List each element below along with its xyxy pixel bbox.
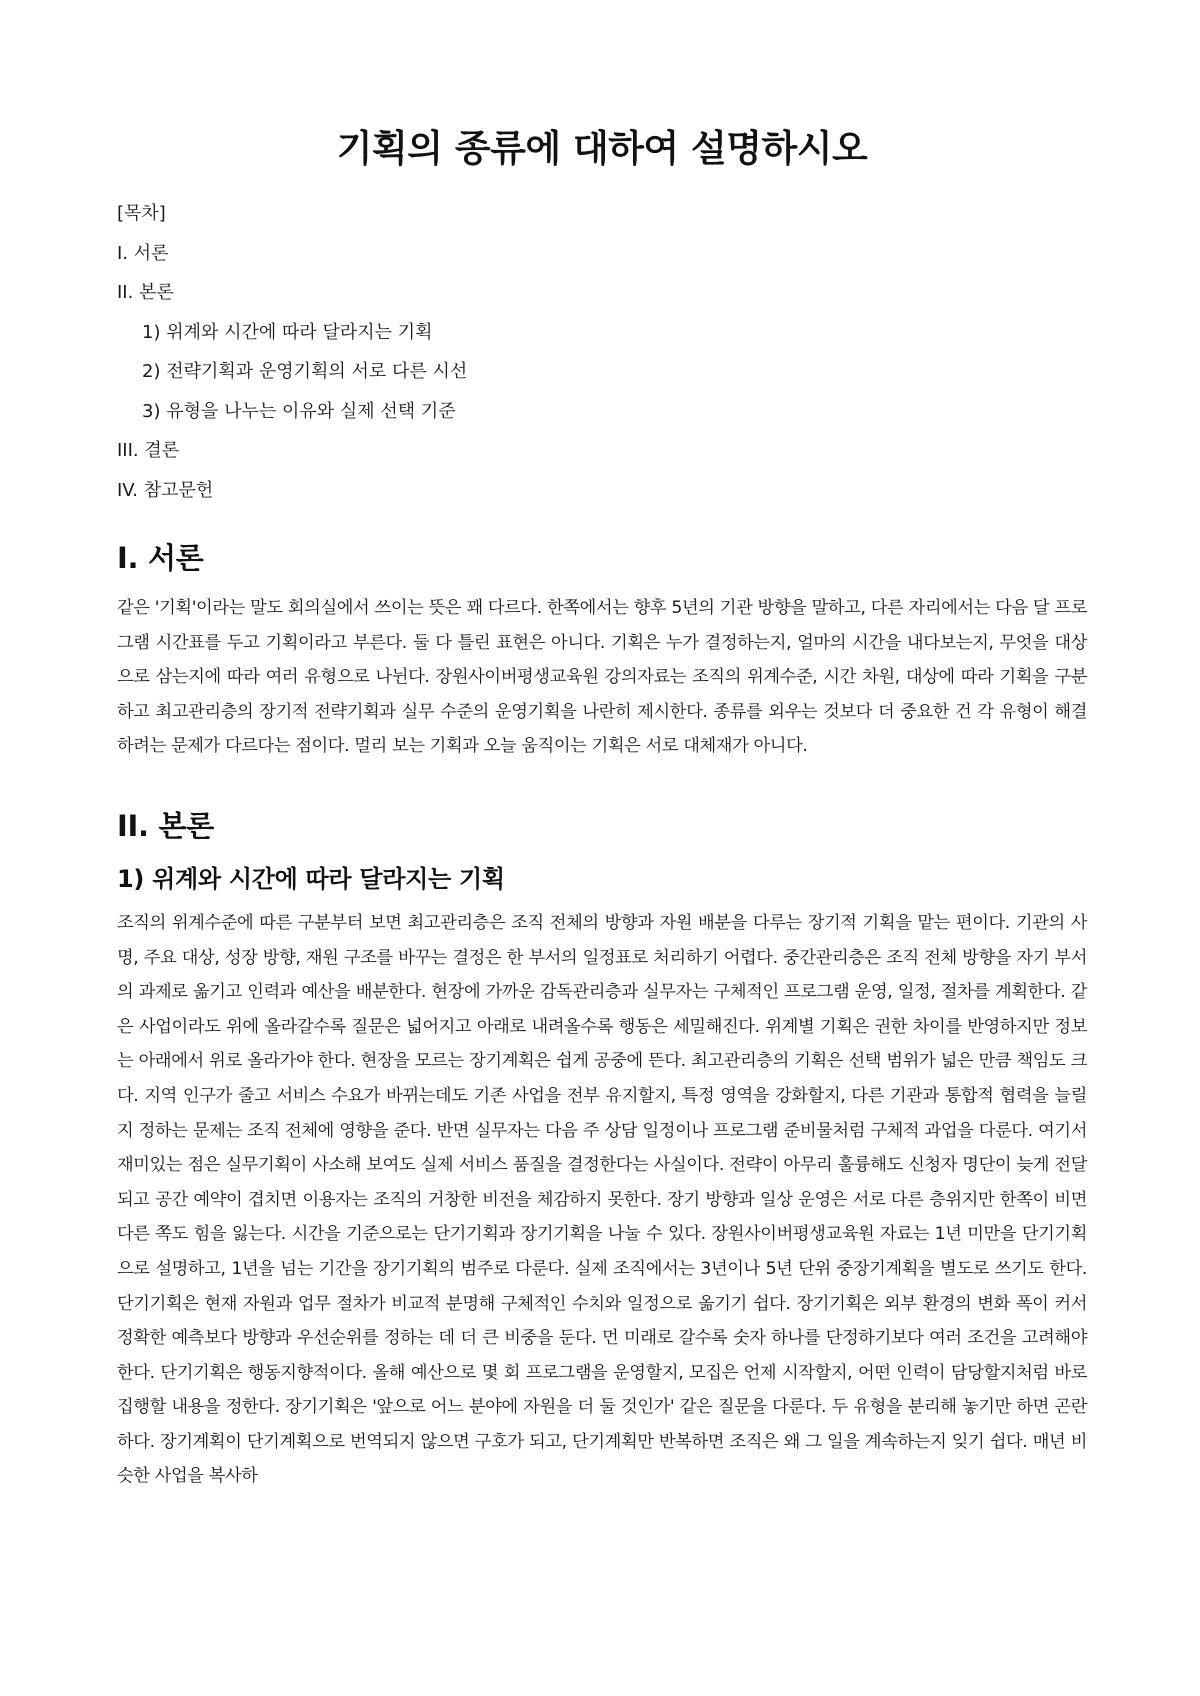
toc-item: IV. 참고문헌	[117, 479, 214, 501]
table-of-contents	[117, 194, 1087, 510]
toc-item: I. 서론	[117, 242, 169, 264]
intro-section	[117, 536, 1087, 764]
toc-item: III. 결론	[117, 440, 180, 461]
section-heading-body: II. 본론	[117, 808, 214, 843]
subsection-heading-1: 1) 위계와 시간에 따라 달라지는 기획	[117, 864, 505, 893]
subsection-1-paragraph: 조직의 위계수준에 따른 구분부터 보면 최고관리층은 조직 전체의 방향과 자원 배분을 다루는 장기적 기획을 맡는 편이다. 기관의 사명, 주요 대상, 성장 방향, 재원 구조를 바꾸는 결정은 한 부서의 일정표로 처리하기 어렵다. 중간관리층은 조직 전체 방향을 자기 부서의 과제로 옮기고 인력과 예산을 배분한다. 현장에 가까운 감독관리층과 실무자는 구체적인 프로그램 운영, 일정, 절차를 계획한다. 같은 사업이라도 위에 올라갈수록 질문은 넓어지고 아래로 내려올수록 행동은 세밀해진다. 위계별 기획은 권한 차이를 반영하지만 정보는 아래에서 위로 올라가야 한다. 현장을 모르는 장기계획은 쉽게 공중에 뜬다. 최고관리층의 기획은 선택 범위가 넓은 만큼 책임도 크다. 지역 인구가 줄고 서비스 수요가 바뀌는데도 기존 사업을 전부 유지할지, 특정 영역을 강화할지, 다른 기관과 통합적 협력을 늘릴지 정하는 문제는 조직 전체에 영향을 준다. 반면 실무자는 다음 주 상담 일정이나 프로그램 준비물처럼 구체적 과업을 다룬다. 여기서 재미있는 점은 실무기획이 사소해 보여도 실제 서비스 품질을 결정한다는 사실이다. 전략이 아무리 훌륭해도 신청자 명단이 늦게 전달되고 공간 예약이 겹치면 이용자는 조직의 거창한 비전을 체감하지 못한다. 장기 방향과 일상 운영은 서로 다른 층위지만 한쪽이 비면 다른 쪽도 힘을 잃는다. 시간을 기준으로는 단기기획과 장기기획을 나눌 수 있다. 장원사이버평생교육원 자료는 1년 미만을 단기기획으로 설명하고, 1년을 넘는 기간을 장기기획의 범주로 다룬다. 실제 조직에서는 3년이나 5년 단위 중장기계획을 별도로 쓰기도 한다. 단기기획은 현재 자원과 업무 절차가 비교적 분명해 구체적인 수치와 일정으로 옮기기 쉽다. 장기기획은 외부 환경의 변화 폭이 커서 정확한 예측보다 방향과 우선순위를 정하는 데 더 큰 비중을 둔다. 먼 미래로 갈수록 숫자 하나를 단정하기보다 여러 조건을 고려해야 한다. 단기기획은 행동지향적이다. 올해 예산으로 몇 회 프로그램을 운영할지, 모집은 언제 시작할지, 어떤 인력이 담당할지처럼 바로 집행할 내용을 정한다. 장기기획은 '앞으로 어느 분야에 자원을 더 둘 것인가' 같은 질문을 다룬다. 두 유형을 분리해 놓기만 하면 곤란하다. 장기계획이 단기계획으로 번역되지 않으면 구호가 되고, 단기계획만 반복하면 조직은 왜 그 일을 계속하는지 잊기 쉽다. 매년 비슷한 사업을 복사하	[117, 912, 1087, 1487]
toc-label: [목차]	[117, 203, 166, 224]
toc-item: 1) 위계와 시간에 따라 달라지는 기획	[142, 321, 433, 343]
section-heading-intro: I. 서론	[117, 541, 204, 575]
intro-paragraph: 같은 '기획'이라는 말도 회의실에서 쓰이는 뜻은 꽤 다르다. 한쪽에서는 향후 5년의 기관 방향을 말하고, 다른 자리에서는 다음 달 프로그램 시간표를 두고 기획이라고 부른다. 둘 다 틀린 표현은 아니다. 기획은 누가 결정하는지, 얼마의 시간을 내다보는지, 무엇을 대상으로 삼는지에 따라 여러 유형으로 나뉜다. 장원사이버평생교육원 강의자료는 조직의 위계수준, 시간 차원, 대상에 따라 기획을 구분하고 최고관리층의 장기적 전략기획과 실무 수준의 운영기획을 나란히 제시한다. 종류를 외우는 것보다 더 중요한 건 각 유형이 해결하려는 문제가 다르다는 점이다. 멀리 보는 기획과 오늘 움직이는 기획은 서로 대체재가 아니다.	[117, 598, 1087, 757]
body-section	[117, 804, 1087, 1494]
toc-item: II. 본론	[117, 282, 174, 303]
toc-item: 3) 유형을 나누는 이유와 실제 선택 기준	[142, 400, 456, 422]
document-title: 기획의 종류에 대하여 설명하시오	[336, 127, 868, 170]
toc-item: 2) 전략기획과 운영기획의 서로 다른 시선	[142, 361, 468, 382]
